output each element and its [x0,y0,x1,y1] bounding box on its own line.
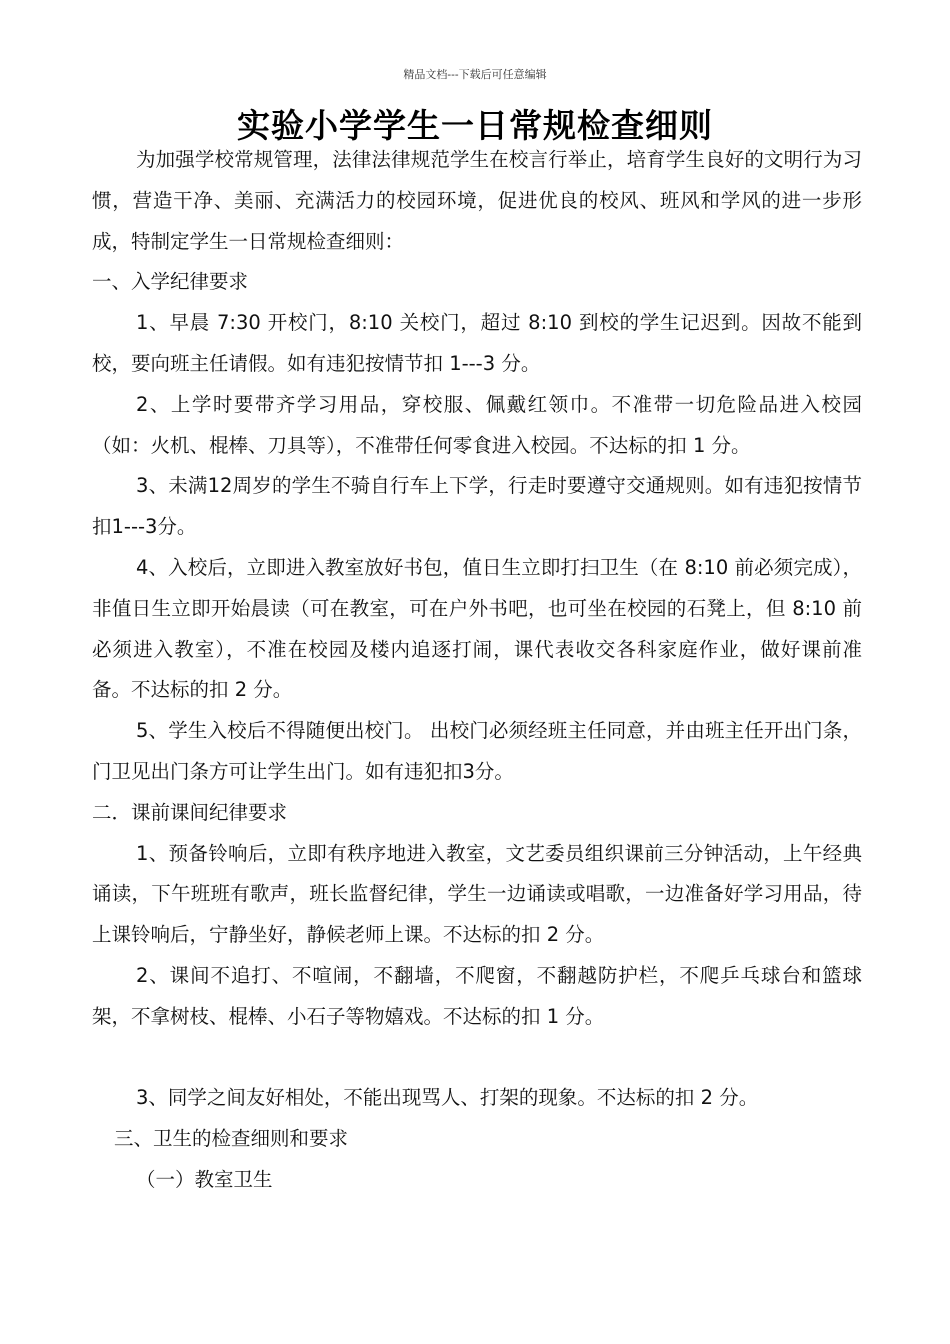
rule-item: 2、课间不追打、不喧闹，不翻墙，不爬窗，不翻越防护栏，不爬乒乓球台和篮球架，不拿树枝、棍棒、小石子等物嬉戏。不达标的扣 1 分。 [92,963,862,1028]
document-body [92,140,862,1201]
section-heading-3: 三、卫生的检查细则和要求 [114,1127,349,1151]
subsection-heading: （一）教室卫生 [136,1167,273,1191]
rule-item: 1、早晨 7:30 开校门，8:10 关校门，超过 8:10 到校的学生记迟到。因故不能到校，要向班主任请假。如有违犯按情节扣 1---3 分。 [92,311,862,375]
header-note: 精品文档---下载后可任意编辑 [403,68,547,81]
rule-item: 5、学生入校后不得随便出校门。 出校门必须经班主任同意，并由班主任开出门条，门卫见出门条方可让学生出门。如有违犯扣3分。 [92,719,862,783]
rule-item: 2、上学时要带齐学习用品，穿校服、佩戴红领巾。不准带一切危险品进入校园（如：火机、棍棒、刀具等），不准带任何零食进入校园。不达标的扣 1 分。 [92,392,862,457]
rule-item: 3、同学之间友好相处，不能出现骂人、打架的现象。不达标的扣 2 分。 [136,1086,759,1110]
rule-item: 1、预备铃响后，立即有秩序地进入教室，文艺委员组织课前三分钟活动，上午经典诵读，下午班班有歌声，班长监督纪律，学生一边诵读或唱歌，一边准备好学习用品，待上课铃响后，宁静坐好，静候老师上课。不达标的扣 2 分。 [92,841,862,947]
spacer [92,1038,862,1079]
intro-paragraph: 为加强学校常规管理，法律法律规范学生在校言行举止，培育学生良好的文明行为习惯，营造干净、美丽、充满活力的校园环境，促进优良的校风、班风和学风的进一步形成，特制定学生一日常规检查细则： [92,148,862,253]
rule-item: 4、入校后，立即进入教室放好书包，值日生立即打扫卫生（在 8:10 前必须完成），非值日生立即开始晨读（可在教室，可在户外书吧，也可坐在校园的石凳上，但 8:10 前必须进入教室），不准在校园及楼内追逐打闹，课代表收交各科家庭作业，做好课前准备。不达标的扣 2 分。 [92,555,862,702]
section-heading-2: 二．课前课间纪律要求 [92,800,288,824]
section-heading-1: 一、入学纪律要求 [92,270,249,294]
rule-item: 3、未满12周岁的学生不骑自行车上下学，行走时要遵守交通规则。如有违犯按情节扣1---3分。 [92,474,862,539]
document-title: 实验小学学生一日常规检查细则 [237,106,713,145]
